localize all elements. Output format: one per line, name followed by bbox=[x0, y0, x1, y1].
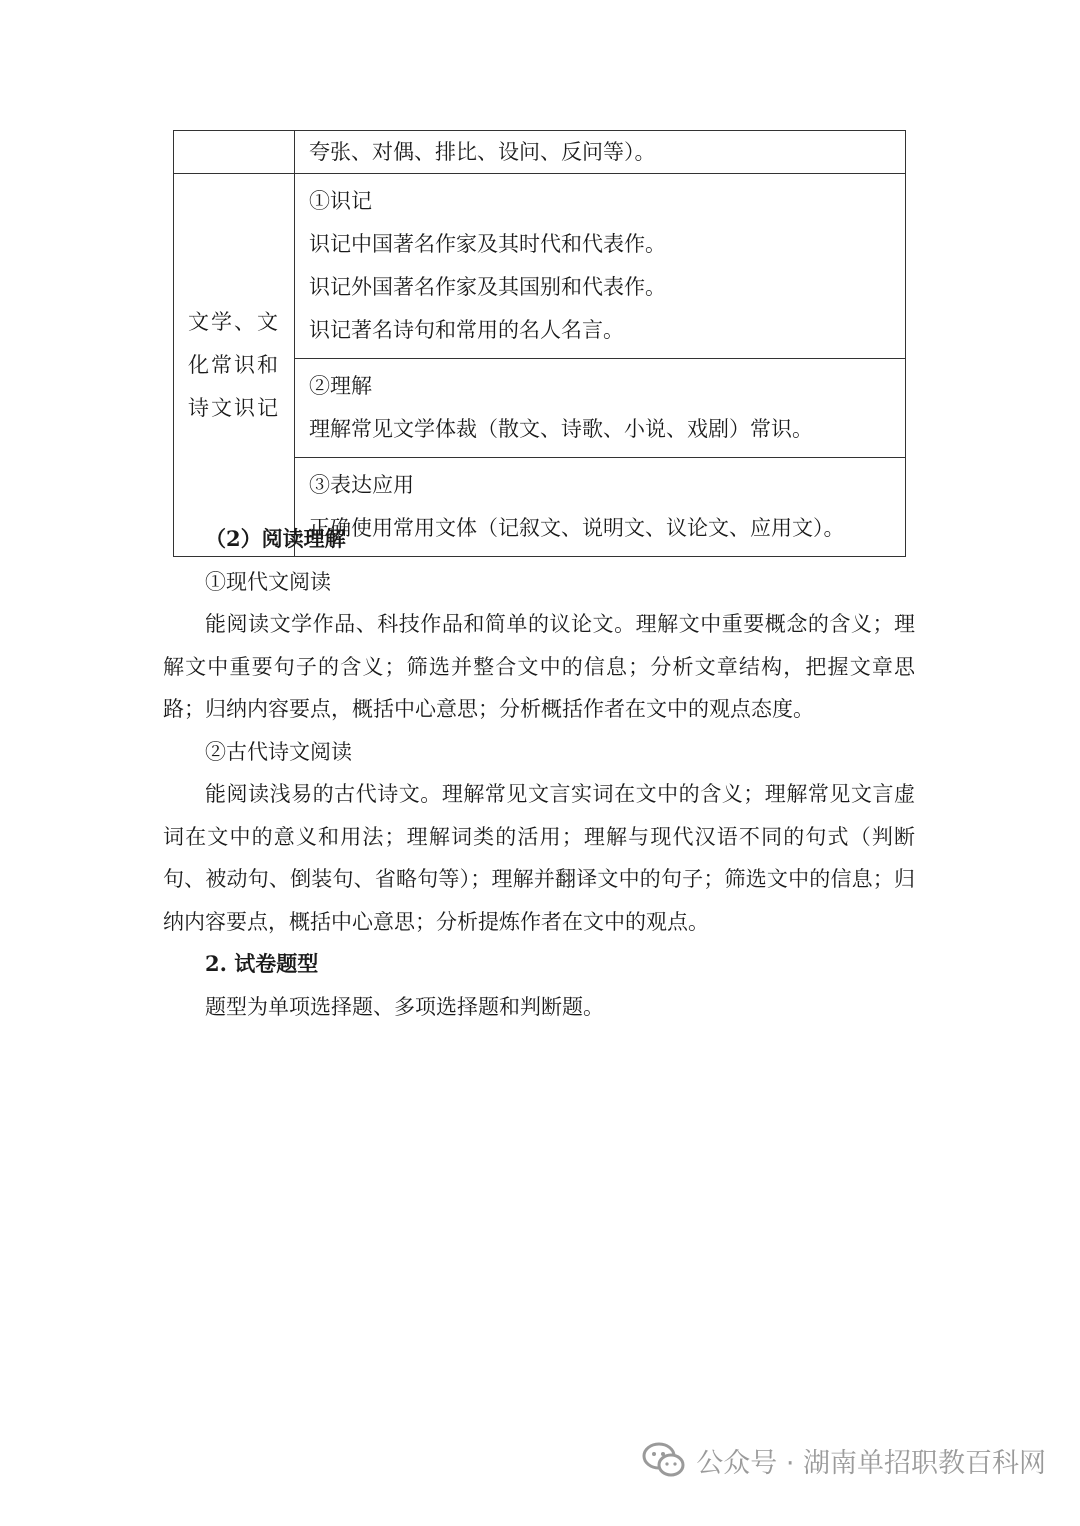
section-title: ③表达应用 bbox=[309, 473, 414, 497]
table-category-cell bbox=[174, 131, 295, 174]
table-category-cell bbox=[174, 174, 295, 557]
wechat-icon bbox=[642, 1440, 686, 1480]
section-title: ①识记 bbox=[309, 189, 372, 213]
category-line: 化常识和 bbox=[188, 352, 280, 377]
section-line: 理解常见文学体裁（散文、诗歌、小说、戏剧）常识。 bbox=[309, 417, 813, 441]
table-row bbox=[174, 174, 906, 359]
document-body bbox=[163, 518, 915, 1028]
knowledge-table bbox=[173, 130, 906, 557]
table-content-cell bbox=[295, 174, 906, 359]
section-line: 正确使用常用文体（记叙文、说明文、议论文、应用文）。 bbox=[309, 516, 845, 540]
watermark-text: 公众号 · 湖南单招职教百科网 bbox=[696, 1447, 1046, 1479]
category-line: 文学、文 bbox=[188, 309, 280, 334]
section-heading: （2）阅读理解 bbox=[205, 526, 346, 551]
subsection-title: ①现代文阅读 bbox=[205, 569, 331, 594]
category-line: 诗文识记 bbox=[188, 395, 280, 420]
section-heading: 2. 试卷题型 bbox=[205, 951, 319, 976]
paragraph: 能阅读文学作品、科技作品和简单的议论文。理解文中重要概念的含义；理解文中重要句子的含义；筛选并整合文中的信息；分析文章结构，把握文章思路；归纳内容要点，概括中心意思；分析概括作者在文中的观点态度。 bbox=[163, 612, 915, 721]
section-line: 识记中国著名作家及其时代和代表作。 bbox=[309, 232, 666, 256]
section-title: ②理解 bbox=[309, 374, 372, 398]
section-line: 识记外国著名作家及其国别和代表作。 bbox=[309, 275, 666, 299]
table-content-cell: 夸张、对偶、排比、设问、反问等）。 bbox=[295, 131, 906, 174]
section-line: 识记著名诗句和常用的名人名言。 bbox=[309, 318, 624, 342]
subsection-title: ②古代诗文阅读 bbox=[205, 739, 352, 764]
watermark bbox=[642, 1440, 1046, 1480]
table-row bbox=[174, 131, 906, 174]
paragraph: 能阅读浅易的古代诗文。理解常见文言实词在文中的含义；理解常见文言虚词在文中的意义和用法；理解词类的活用；理解与现代汉语不同的句式（判断句、被动句、倒装句、省略句等）；理解并翻译文中的句子；筛选文中的信息；归纳内容要点，概括中心意思；分析提炼作者在文中的观点。 bbox=[163, 782, 915, 934]
paragraph: 题型为单项选择题、多项选择题和判断题。 bbox=[205, 994, 604, 1019]
table-content-cell bbox=[295, 359, 906, 458]
